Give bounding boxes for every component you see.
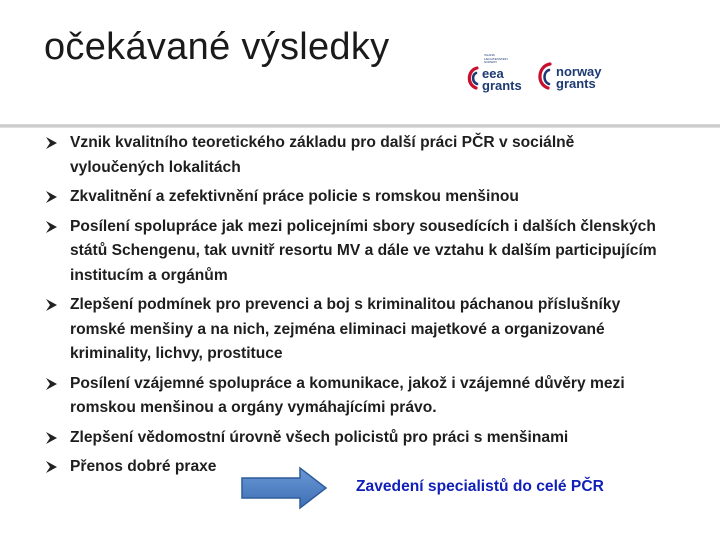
list-item: [44, 215, 664, 289]
eea-grants-logo: [464, 54, 526, 96]
list-item: [44, 293, 664, 367]
list-item-text: Vznik kvalitního teoretického základu pro další práci PČR v sociálně vyloučených lokalitách: [70, 134, 575, 176]
conclusion-text: Zavedení specialistů do celé PČR: [356, 478, 604, 495]
arrowhead-bullet-icon: [44, 455, 62, 479]
results-list: [44, 131, 664, 485]
right-arrow-icon: [240, 466, 328, 510]
list-item-text: Posílení spolupráce jak mezi policejními sbory sousedících i dalších členských států Schengenu, tak uvnitř resortu MV a dále ve vztahu k dalším participujícím institucím a orgánům: [70, 217, 657, 284]
list-item: [44, 426, 664, 451]
norway-logo-word: norway grants: [556, 64, 602, 91]
eea-logo-small-text: ISLAND LIECHTENSTEIN NORWAY: [484, 53, 508, 64]
arrowhead-bullet-icon: [44, 293, 62, 317]
list-item: [44, 372, 664, 421]
list-item-text: Zkvalitnění a zefektivnění práce policie s romskou menšinou: [70, 188, 519, 205]
list-item-text: Přenos dobré praxe: [70, 458, 217, 475]
arrowhead-bullet-icon: [44, 215, 62, 239]
eea-logo-word: eea grants: [482, 66, 522, 93]
arrowhead-bullet-icon: [44, 426, 62, 450]
arrowhead-bullet-icon: [44, 131, 62, 155]
header-divider: [0, 124, 720, 128]
list-item: [44, 455, 664, 480]
list-item: [44, 131, 664, 180]
arrowhead-bullet-icon: [44, 185, 62, 209]
arrowhead-bullet-icon: [44, 372, 62, 396]
list-item-text: Zlepšení podmínek pro prevenci a boj s kriminalitou páchanou příslušníky romské menšiny a na nich, zejména eliminaci majetkové a organizované kriminality, lichvy, prostituce: [70, 296, 621, 362]
list-item-text: Posílení vzájemné spolupráce a komunikace, jakož i vzájemné důvěry mezi romskou menšinou a orgány vymáhajícími právo.: [70, 374, 625, 416]
list-item-text: Zlepšení vědomostní úrovně všech policistů pro práci s menšinami: [70, 428, 569, 446]
slide-title: očekávané výsledky: [44, 26, 390, 68]
norway-grants-logo: [534, 54, 602, 96]
list-item: [44, 185, 664, 210]
